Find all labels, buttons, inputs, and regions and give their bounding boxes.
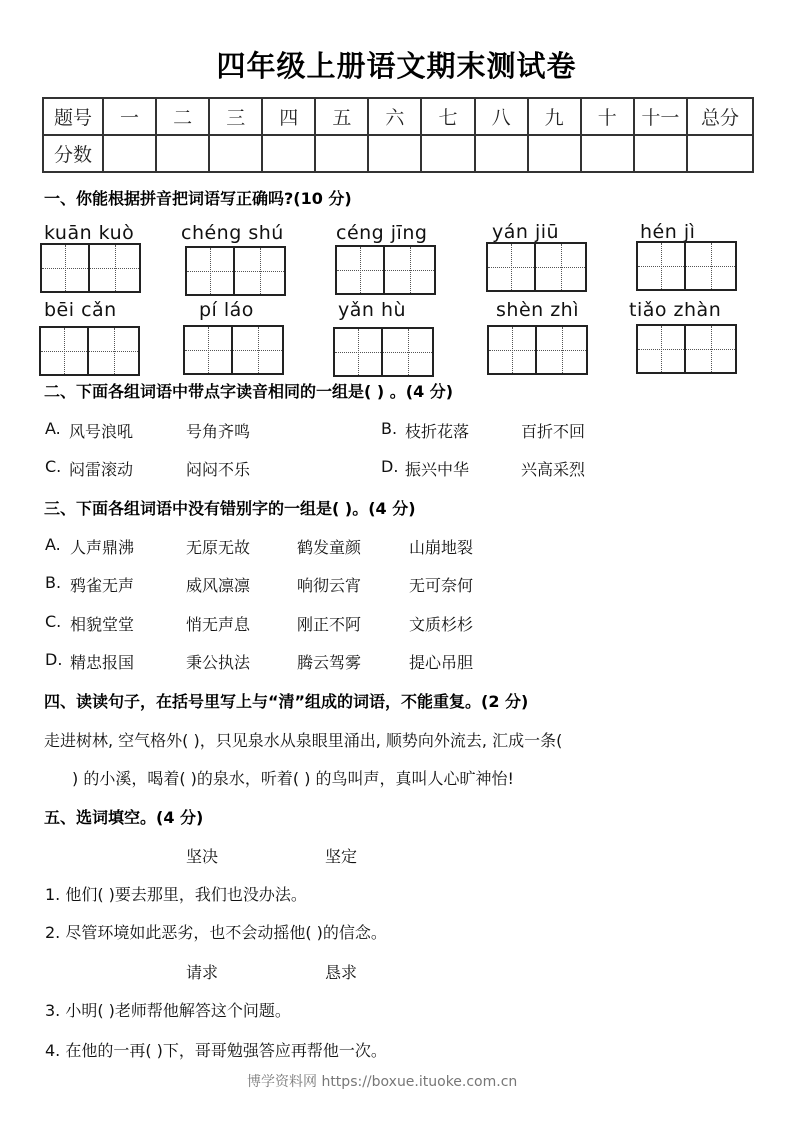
- option-word: 鹤发童颜: [297, 538, 362, 557]
- question-1: 1. 他们( )要去那里，我们也没办法。: [45, 885, 307, 904]
- writing-grid[interactable]: [333, 327, 434, 377]
- score-cell: [634, 135, 687, 172]
- option-word: 威风凛凛: [186, 576, 251, 595]
- option-word: 人声鼎沸: [70, 538, 135, 557]
- word-choice: 恳求: [325, 963, 358, 982]
- section4-heading: 四、读读句子，在括号里写上与“清”组成的词语，不能重复。(2 分): [44, 692, 529, 711]
- word-choice: 请求: [186, 963, 219, 982]
- option-word: 提心吊胆: [409, 653, 474, 672]
- writing-grid[interactable]: [636, 324, 737, 374]
- page-title: 四年级上册语文期末测试卷: [216, 49, 577, 83]
- option-label: D.: [45, 650, 63, 669]
- writing-grid[interactable]: [183, 325, 284, 375]
- option-word: 响彻云宵: [297, 576, 362, 595]
- option-word: 兴高采烈: [521, 460, 586, 479]
- section4-sentence-line2: ) 的小溪，喝着( )的泉水，听着( ) 的鸟叫声，真叫人心旷神怡!: [72, 769, 514, 788]
- section2-heading: 二、下面各组词语中带点字读音相同的一组是( ) 。(4 分): [44, 382, 454, 401]
- pinyin-label: céng jīng: [336, 222, 428, 244]
- option-word: 无可奈何: [409, 576, 474, 595]
- option-word: 精忠报国: [70, 653, 135, 672]
- header-cell: 五: [315, 98, 368, 135]
- score-table-score-row: [43, 135, 753, 172]
- option-word: 鸦雀无声: [70, 576, 135, 595]
- pinyin-label: bēi cǎn: [44, 299, 117, 321]
- option-word: 风号浪吼: [69, 422, 134, 441]
- score-table: [42, 97, 754, 173]
- option-label: A.: [45, 419, 61, 438]
- writing-grid[interactable]: [335, 245, 436, 295]
- score-table-header-row: [43, 98, 753, 135]
- option-label: A.: [45, 535, 61, 554]
- header-cell: 九: [528, 98, 581, 135]
- writing-grid[interactable]: [185, 246, 286, 296]
- pinyin-label: yán jiū: [492, 221, 560, 243]
- section4-sentence-line1: 走进树林, 空气格外( )，只见泉水从泉眼里涌出, 顺势向外流去, 汇成一条(: [44, 731, 563, 750]
- option-word: 山崩地裂: [409, 538, 474, 557]
- pinyin-label: hén jì: [640, 221, 696, 243]
- option-label: B.: [45, 573, 62, 592]
- option-label: C.: [45, 457, 62, 476]
- section3-heading: 三、下面各组词语中没有错别字的一组是( )。(4 分): [44, 499, 416, 518]
- pinyin-label: chéng shú: [181, 222, 284, 244]
- header-cell: 二: [156, 98, 209, 135]
- option-word: 闷闷不乐: [186, 460, 251, 479]
- header-cell: 七: [421, 98, 474, 135]
- writing-grid[interactable]: [486, 242, 587, 292]
- score-cell: [156, 135, 209, 172]
- header-cell: 四: [262, 98, 315, 135]
- option-label: B.: [381, 419, 398, 438]
- word-choice: 坚决: [186, 847, 219, 866]
- question-2: 2. 尽管环境如此恶劣，也不会动摇他( )的信念。: [45, 923, 387, 942]
- header-cell: 十: [581, 98, 634, 135]
- option-label: C.: [45, 612, 62, 631]
- question-3: 3. 小明( )老师帮他解答这个问题。: [45, 1001, 291, 1020]
- score-cell: [103, 135, 156, 172]
- option-word: 号角齐鸣: [186, 422, 251, 441]
- section5-heading: 五、选词填空。(4 分): [44, 808, 204, 827]
- option-word: 腾云驾雾: [297, 653, 362, 672]
- option-word: 枝折花落: [405, 422, 470, 441]
- writing-grid[interactable]: [487, 325, 588, 375]
- option-word: 相貌堂堂: [70, 615, 135, 634]
- option-word: 悄无声息: [186, 615, 251, 634]
- score-cell: [528, 135, 581, 172]
- header-cell: 六: [368, 98, 421, 135]
- watermark: 博学资料网 https://boxue.ituoke.com.cn: [247, 1074, 518, 1090]
- score-cell: [315, 135, 368, 172]
- score-cell: [581, 135, 634, 172]
- pinyin-label: pí láo: [199, 299, 254, 321]
- header-cell: 八: [475, 98, 528, 135]
- option-word: 无原无故: [186, 538, 251, 557]
- pinyin-label: kuān kuò: [44, 222, 135, 244]
- option-word: 刚正不阿: [297, 615, 362, 634]
- score-cell: [368, 135, 421, 172]
- header-cell: 十一: [634, 98, 687, 135]
- pinyin-label: yǎn hù: [338, 299, 407, 321]
- header-cell: 三: [209, 98, 262, 135]
- pinyin-label: tiǎo zhàn: [629, 299, 722, 321]
- score-cell: [262, 135, 315, 172]
- option-label: D.: [381, 457, 399, 476]
- score-cell: [421, 135, 474, 172]
- writing-grid[interactable]: [40, 243, 141, 293]
- header-cell: 题号: [43, 98, 103, 135]
- writing-grid[interactable]: [39, 326, 140, 376]
- score-row-label: 分数: [43, 135, 103, 172]
- header-cell: 一: [103, 98, 156, 135]
- option-word: 文质杉杉: [409, 615, 474, 634]
- option-word: 振兴中华: [405, 460, 470, 479]
- question-4: 4. 在他的一再( )下，哥哥勉强答应再帮他一次。: [45, 1041, 387, 1060]
- word-choice: 坚定: [325, 847, 358, 866]
- score-cell: [209, 135, 262, 172]
- option-word: 秉公执法: [186, 653, 251, 672]
- option-word: 百折不回: [521, 422, 586, 441]
- score-cell: [475, 135, 528, 172]
- pinyin-label: shèn zhì: [496, 299, 580, 321]
- section1-heading: 一、你能根据拼音把词语写正确吗?(10 分): [44, 189, 352, 208]
- header-cell: 总分: [687, 98, 753, 135]
- score-cell: [687, 135, 753, 172]
- writing-grid[interactable]: [636, 241, 737, 291]
- option-word: 闷雷滚动: [69, 460, 134, 479]
